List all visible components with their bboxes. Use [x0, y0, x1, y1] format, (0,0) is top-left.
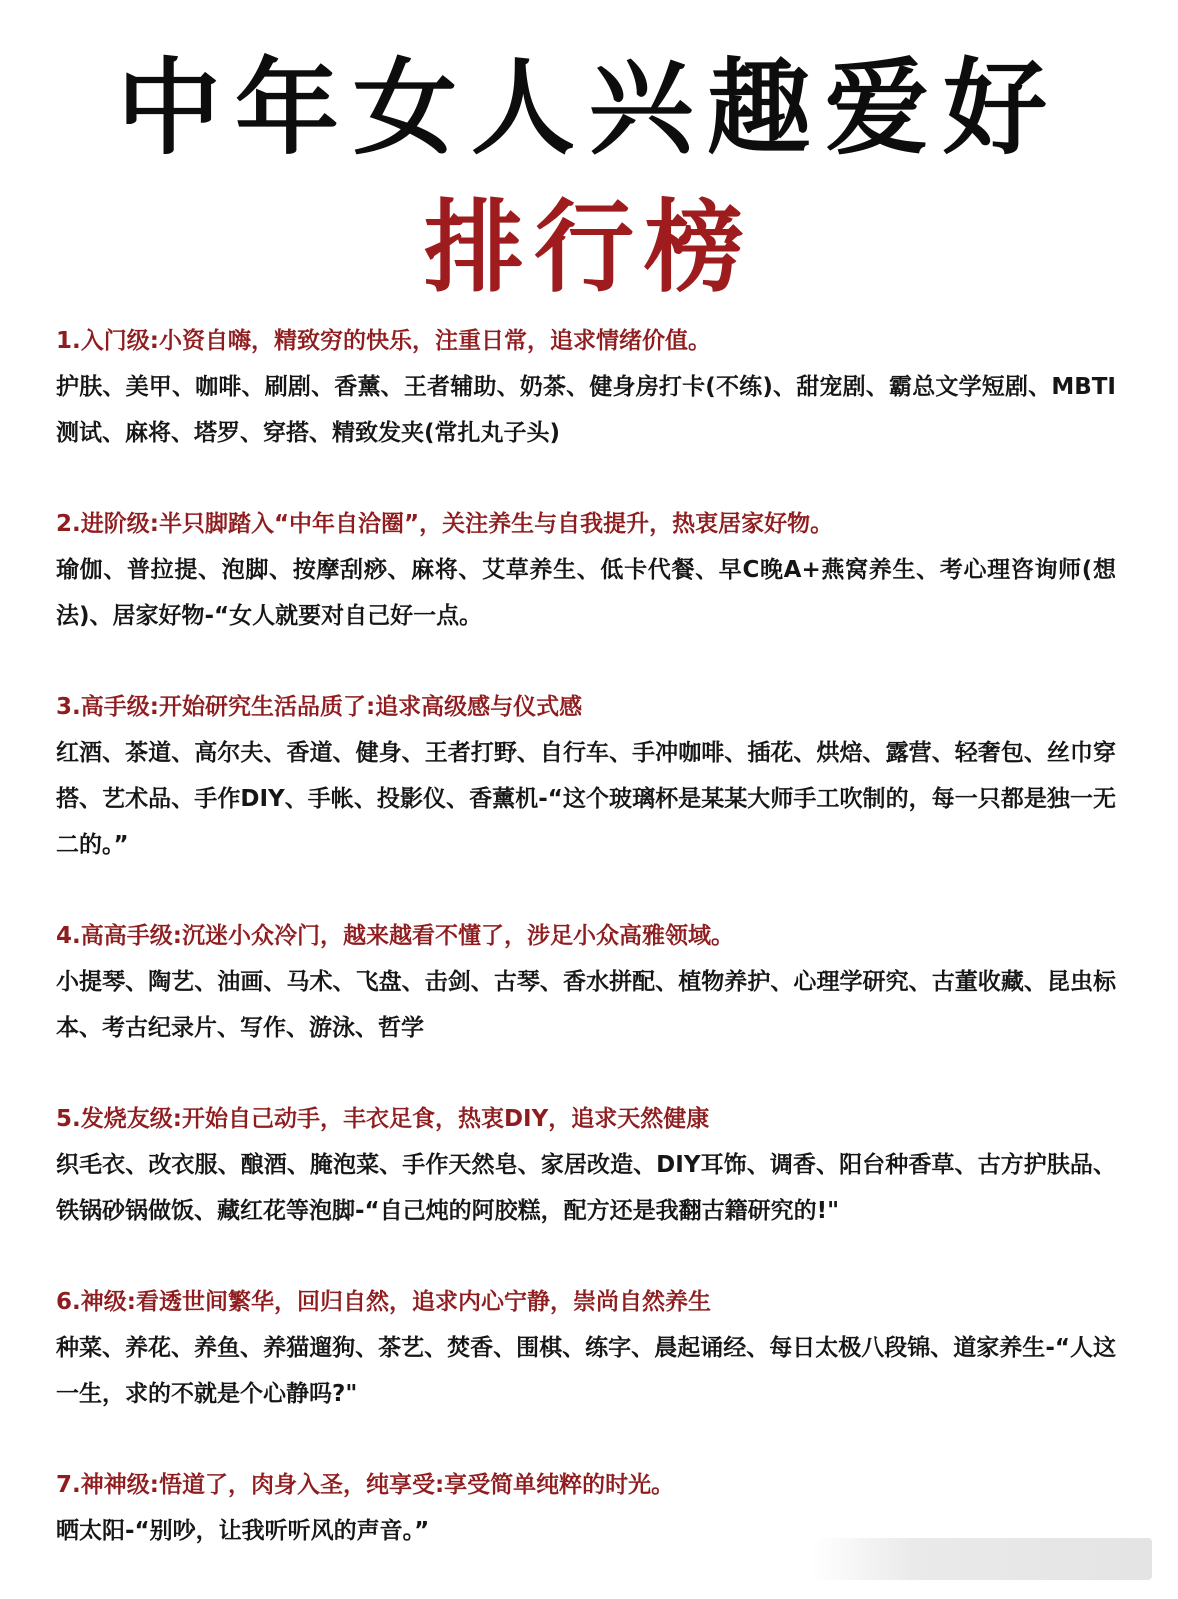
level-body: 瑜伽、普拉提、泡脚、按摩刮痧、麻将、艾草养生、低卡代餐、早C晚A+燕窝养生、考心理咨询师(想法)、居家好物-“女人就要对自己好一点。	[56, 557, 1116, 629]
level-5	[56, 1096, 1116, 1234]
level-2	[56, 501, 1116, 639]
level-heading: 1.入门级:小资自嗨，精致穷的快乐，注重日常，追求情绪价值。	[56, 328, 711, 354]
level-body: 护肤、美甲、咖啡、刷剧、香薰、王者辅助、奶茶、健身房打卡(不练)、甜宠剧、霸总文学短剧、MBTI测试、麻将、塔罗、穿搭、精致发夹(常扎丸子头)	[56, 374, 1116, 446]
level-heading: 4.高高手级:沉迷小众冷门，越来越看不懂了，涉足小众高雅领域。	[56, 923, 734, 949]
level-body: 小提琴、陶艺、油画、马术、飞盘、击剑、古琴、香水拼配、植物养护、心理学研究、古董收藏、昆虫标本、考古纪录片、写作、游泳、哲学	[56, 969, 1116, 1041]
level-4	[56, 913, 1116, 1051]
level-body: 红酒、茶道、高尔夫、香道、健身、王者打野、自行车、手冲咖啡、插花、烘焙、露营、轻奢包、丝巾穿搭、艺术品、手作DIY、手帐、投影仪、香薰机-“这个玻璃杯是某某大师手工吹制的，每一只都是独一无二的。”	[56, 740, 1116, 858]
level-3	[56, 684, 1116, 868]
page-title: 中年女人兴趣爱好	[116, 47, 1061, 169]
level-heading: 6.神级:看透世间繁华，回归自然，追求内心宁静，崇尚自然养生	[56, 1289, 711, 1315]
level-body: 织毛衣、改衣服、酿酒、腌泡菜、手作天然皂、家居改造、DIY耳饰、调香、阳台种香草、古方护肤品、铁锅砂锅做饭、藏红花等泡脚-“自己炖的阿胶糕，配方还是我翻古籍研究的!"	[56, 1152, 1116, 1224]
level-heading: 2.进阶级:半只脚踏入“中年自洽圈”，关注养生与自我提升，热衷居家好物。	[56, 511, 834, 537]
level-6	[56, 1279, 1116, 1417]
page-subtitle: 排行榜	[424, 189, 754, 306]
level-heading: 7.神神级:悟道了，肉身入圣，纯享受:享受简单纯粹的时光。	[56, 1472, 675, 1498]
level-heading: 3.高手级:开始研究生活品质了:追求高级感与仪式感	[56, 694, 583, 720]
watermark-overlay	[812, 1538, 1152, 1580]
level-1	[56, 318, 1116, 456]
levels-list	[56, 318, 1116, 1599]
level-heading: 5.发烧友级:开始自己动手，丰衣足食，热衷DIY，追求天然健康	[56, 1106, 710, 1132]
level-body: 晒太阳-“别吵，让我听听风的声音。”	[56, 1518, 430, 1544]
level-body: 种菜、养花、养鱼、养猫遛狗、茶艺、焚香、围棋、练字、晨起诵经、每日太极八段锦、道家养生-“人这一生，求的不就是个心静吗?"	[56, 1335, 1116, 1407]
